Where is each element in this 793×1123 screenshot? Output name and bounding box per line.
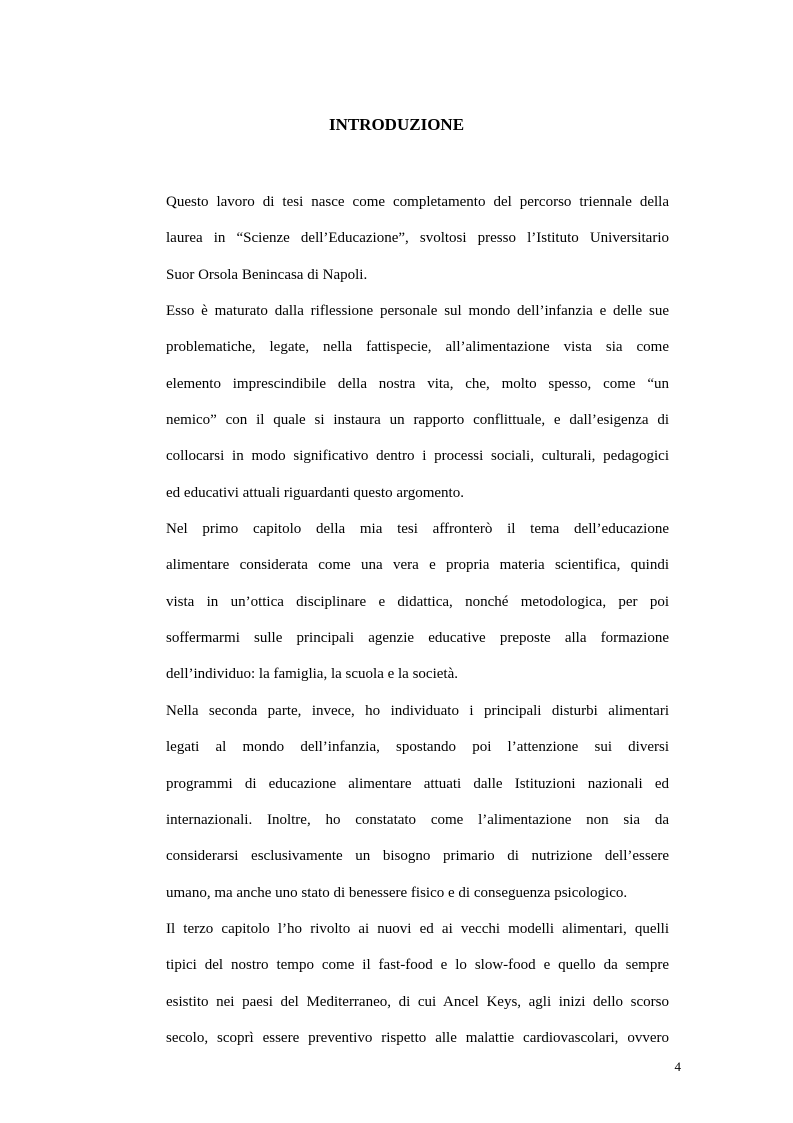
text-line: esistito nei paesi del Mediterraneo, di cui Ancel Keys, agli inizi dello scorso [166, 993, 669, 1010]
text-line: Questo lavoro di tesi nasce come completamento del percorso triennale della [166, 194, 669, 210]
text-line: Suor Orsola Benincasa di Napoli. [166, 266, 368, 283]
text-line: Nel primo capitolo della mia tesi affronterò il tema dell’educazione [166, 521, 669, 538]
text-line: Nella seconda parte, invece, ho individuato i principali disturbi alimentari [166, 702, 669, 719]
text-line: umano, ma anche uno stato di benessere fisico e di conseguenza psicologico. [166, 884, 628, 901]
text-line: programmi di educazione alimentare attuati dalle Istituzioni nazionali ed [166, 775, 669, 792]
text-line: problematiche, legate, nella fattispecie, all’alimentazione vista sia come [166, 339, 669, 356]
text-line: vista in un’ottica disciplinare e didattica, nonché metodologica, per poi [166, 593, 669, 610]
text-line: alimentare considerata come una vera e propria materia scientifica, quindi [166, 557, 669, 574]
body-text [166, 184, 669, 1056]
text-line: internazionali. Inoltre, ho constatato come l’alimentazione non sia da [166, 811, 669, 828]
text-line: legati al mondo dell’infanzia, spostando poi l’attenzione sui diversi [166, 739, 669, 756]
text-line: collocarsi in modo significativo dentro i processi sociali, culturali, pedagogici [166, 448, 669, 465]
text-line: Esso è maturato dalla riflessione personale sul mondo dell’infanzia e delle sue [166, 303, 669, 320]
text-line: ed educativi attuali riguardanti questo argomento. [166, 484, 464, 501]
page-title: INTRODUZIONE [328, 115, 465, 134]
text-line: laurea in “Scienze dell’Educazione”, svoltosi presso l’Istituto Universitario [166, 230, 669, 247]
text-line: dell’individuo: la famiglia, la scuola e la società. [166, 666, 458, 683]
text-line: secolo, scoprì essere preventivo rispetto alle malattie cardiovascolari, ovvero [166, 1029, 669, 1046]
text-line: tipici del nostro tempo come il fast-food e lo slow-food e quello da sempre [166, 957, 669, 974]
text-line: elemento imprescindibile della nostra vita, che, molto spesso, come “un [166, 375, 669, 392]
text-line: soffermarmi sulle principali agenzie educative preposte alla formazione [166, 630, 669, 647]
text-line: Il terzo capitolo l’ho rivolto ai nuovi ed ai vecchi modelli alimentari, quelli [166, 920, 669, 937]
text-line: considerarsi esclusivamente un bisogno primario di nutrizione dell’essere [166, 848, 669, 865]
page-number: 4 [674, 1059, 681, 1074]
text-line: nemico” con il quale si instaura un rapporto conflittuale, e dall’esigenza di [166, 412, 669, 429]
